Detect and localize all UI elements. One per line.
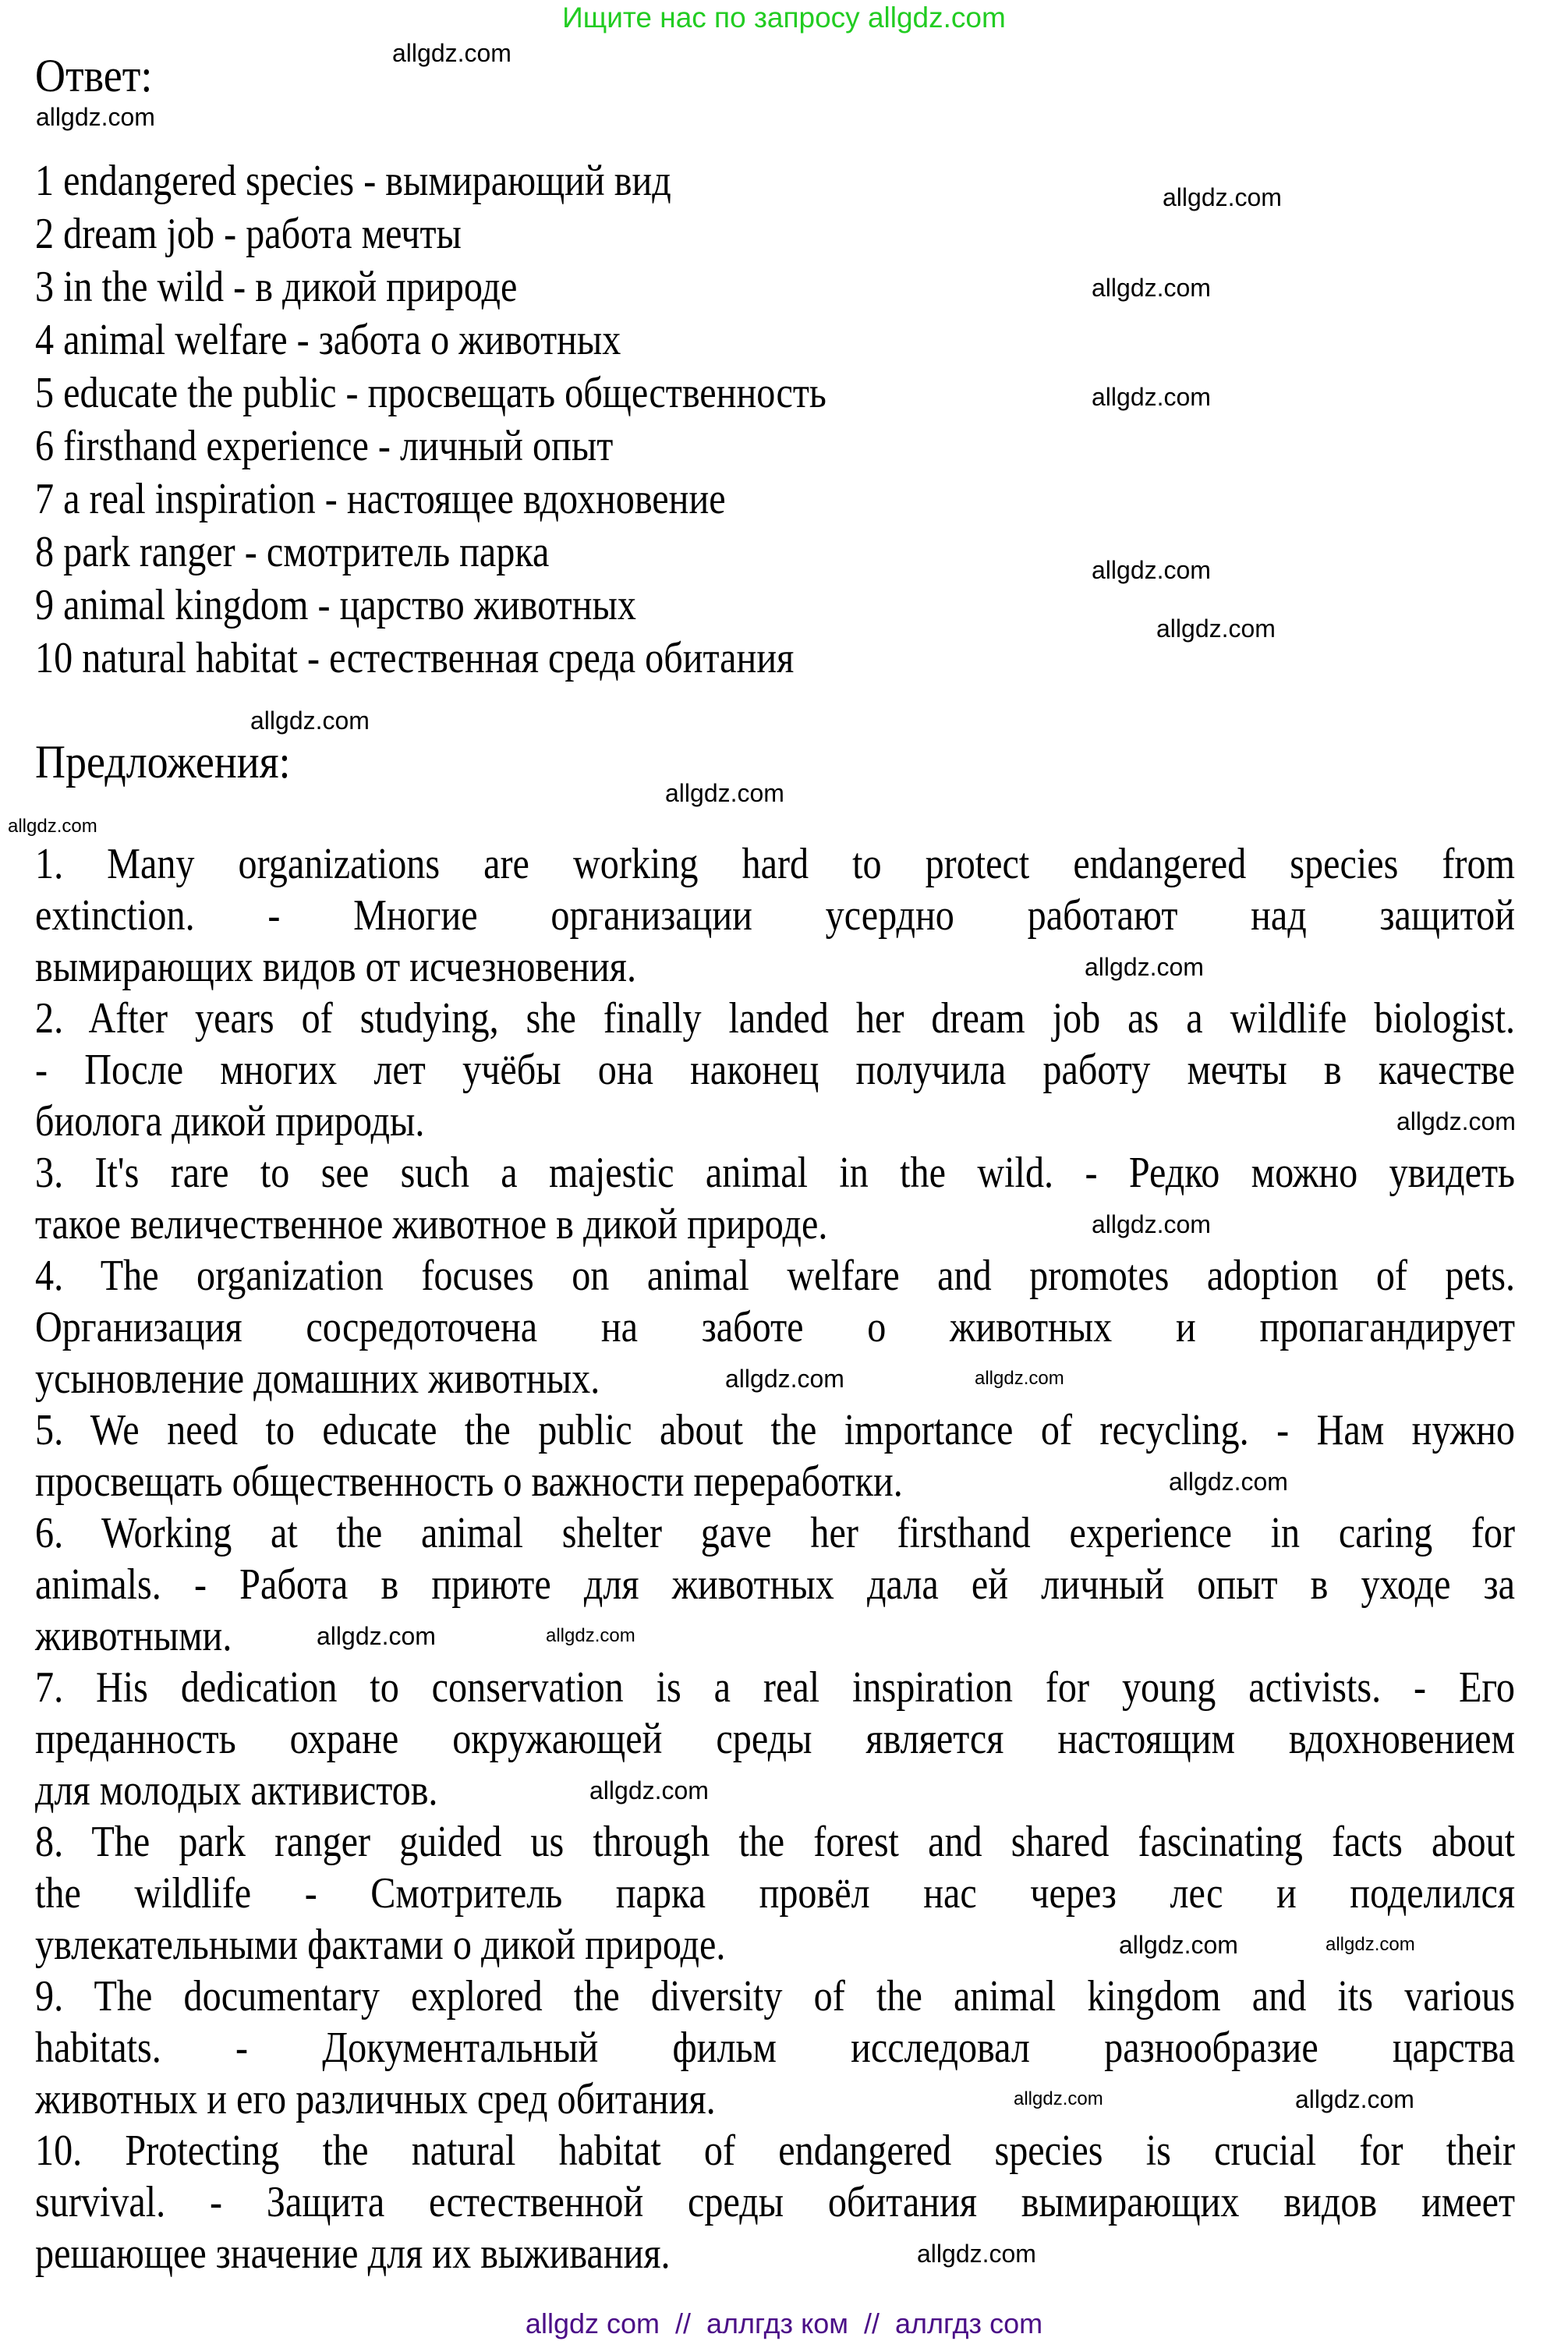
sentence-item: [35, 993, 1515, 1147]
sentence-line: Организация сосредоточена на заботе о животных и пропагандирует: [35, 1303, 1516, 1351]
watermark: allgdz.com: [317, 1622, 436, 1650]
watermark: allgdz.com: [1169, 1468, 1288, 1496]
sentence-item: [35, 1147, 1515, 1250]
vocab-item: 4 animal welfare - забота о животных: [35, 316, 621, 364]
vocab-item: 3 in the wild - в дикой природе: [35, 263, 518, 311]
watermark: allgdz.com: [1092, 1210, 1211, 1238]
answer-heading: Ответ:: [35, 50, 153, 101]
sentence-line: 1. Many organizations are working hard to protect endangered species from: [35, 840, 1516, 888]
sentence-item: [35, 838, 1515, 993]
vocab-item: 8 park ranger - смотритель парка: [35, 528, 550, 576]
sentence-item: [35, 1662, 1515, 1816]
sentence-line: 6. Working at the animal shelter gave her firsthand experience in caring for: [35, 1509, 1516, 1557]
sentence-line: the wildlife - Смотритель парка провёл нас через лес и поделился: [35, 1869, 1516, 1918]
sentence-line: habitats. - Документальный фильм исследовал разнообразие царства: [35, 2024, 1516, 2072]
watermark: allgdz.com: [1156, 614, 1276, 643]
sentence-line: 4. The organization focuses on animal welfare and promotes adoption of pets.: [35, 1252, 1516, 1300]
sentence-line: такое величественное животное в дикой природе.: [35, 1200, 828, 1248]
sentence-line: вымирающих видов от исчезновения.: [35, 943, 636, 991]
watermark: allgdz.com: [8, 816, 97, 837]
vocab-item: 5 educate the public - просвещать общественность: [35, 369, 826, 417]
sentence-line: - После многих лет учёбы она наконец получила работу мечты в качестве: [35, 1046, 1516, 1094]
watermark: allgdz.com: [392, 39, 511, 67]
sentence-item: [35, 2125, 1515, 2279]
sentence-line: для молодых активистов.: [35, 1766, 438, 1815]
watermark: allgdz.com: [1119, 1931, 1238, 1959]
vocab-item: 9 animal kingdom - царство животных: [35, 581, 636, 629]
sentence-line: 7. His dedication to conservation is a real inspiration for young activists. - Его: [35, 1663, 1516, 1712]
sentence-line: просвещать общественность о важности переработки.: [35, 1457, 903, 1506]
watermark: allgdz.com: [1014, 2088, 1103, 2109]
search-banner: Ищите нас по запросу allgdz.com: [562, 2, 1006, 34]
sentence-line: 5. We need to educate the public about the importance of recycling. - Нам нужно: [35, 1406, 1516, 1454]
sentence-item: [35, 1816, 1515, 1971]
sentence-line: 3. It's rare to see such a majestic animal in the wild. - Редко можно увидеть: [35, 1149, 1516, 1197]
vocabulary-list: [35, 154, 1515, 685]
vocab-item: 2 dream job - работа мечты: [35, 210, 462, 258]
vocab-item: 7 a real inspiration - настоящее вдохновение: [35, 475, 726, 523]
sentence-item: [35, 1404, 1515, 1507]
watermark: allgdz.com: [917, 2240, 1036, 2268]
sentence-item: [35, 1507, 1515, 1662]
sentence-line: extinction. - Многие организации усердно работают над защитой: [35, 891, 1516, 940]
sentence-line: усыновление домашних животных.: [35, 1355, 600, 1403]
watermark: allgdz.com: [589, 1776, 709, 1804]
vocab-item: 6 firsthand experience - личный опыт: [35, 422, 614, 470]
watermark: allgdz.com: [725, 1365, 844, 1393]
footer-links: allgdz com // аллгдз ком // аллгдз com: [525, 2307, 1043, 2339]
sentences-heading: Предложения:: [35, 736, 291, 788]
watermark: allgdz.com: [1396, 1107, 1516, 1135]
sentence-line: животных и его различных сред обитания.: [35, 2075, 716, 2123]
vocab-item: 1 endangered species - вымирающий вид: [35, 157, 671, 205]
watermark: allgdz.com: [1092, 556, 1211, 584]
sentence-line: животными.: [35, 1612, 232, 1660]
sentences-list: [35, 838, 1515, 2279]
sentence-line: биолога дикой природы.: [35, 1097, 425, 1146]
sentence-line: survival. - Защита естественной среды обитания вымирающих видов имеет: [35, 2178, 1516, 2226]
watermark: allgdz.com: [36, 103, 155, 131]
sentence-line: 2. After years of studying, she finally landed her dream job as a wildlife biologist.: [35, 994, 1516, 1043]
watermark: allgdz.com: [975, 1368, 1064, 1389]
sentence-line: 9. The documentary explored the diversity of the animal kingdom and its various: [35, 1972, 1516, 2020]
sentence-line: animals. - Работа в приюте для животных дала ей личный опыт в уходе за: [35, 1560, 1516, 1609]
watermark: allgdz.com: [1092, 383, 1211, 411]
sentence-line: 10. Protecting the natural habitat of endangered species is crucial for their: [35, 2127, 1516, 2175]
sentence-line: увлекательными фактами о дикой природе.: [35, 1921, 726, 1969]
watermark: allgdz.com: [250, 707, 370, 735]
sentence-line: решающее значение для их выживания.: [35, 2229, 671, 2278]
watermark: allgdz.com: [1163, 183, 1282, 211]
watermark: allgdz.com: [1295, 2085, 1414, 2113]
sentence-line: 8. The park ranger guided us through the forest and shared fascinating facts about: [35, 1818, 1516, 1866]
watermark: allgdz.com: [1326, 1934, 1415, 1955]
watermark: allgdz.com: [665, 779, 784, 807]
sentence-line: преданность охране окружающей среды является настоящим вдохновением: [35, 1715, 1516, 1763]
vocab-item: 10 natural habitat - естественная среда обитания: [35, 634, 795, 682]
watermark: allgdz.com: [1085, 953, 1204, 981]
watermark: allgdz.com: [546, 1625, 635, 1646]
watermark: allgdz.com: [1092, 274, 1211, 302]
sentence-item: [35, 1971, 1515, 2125]
